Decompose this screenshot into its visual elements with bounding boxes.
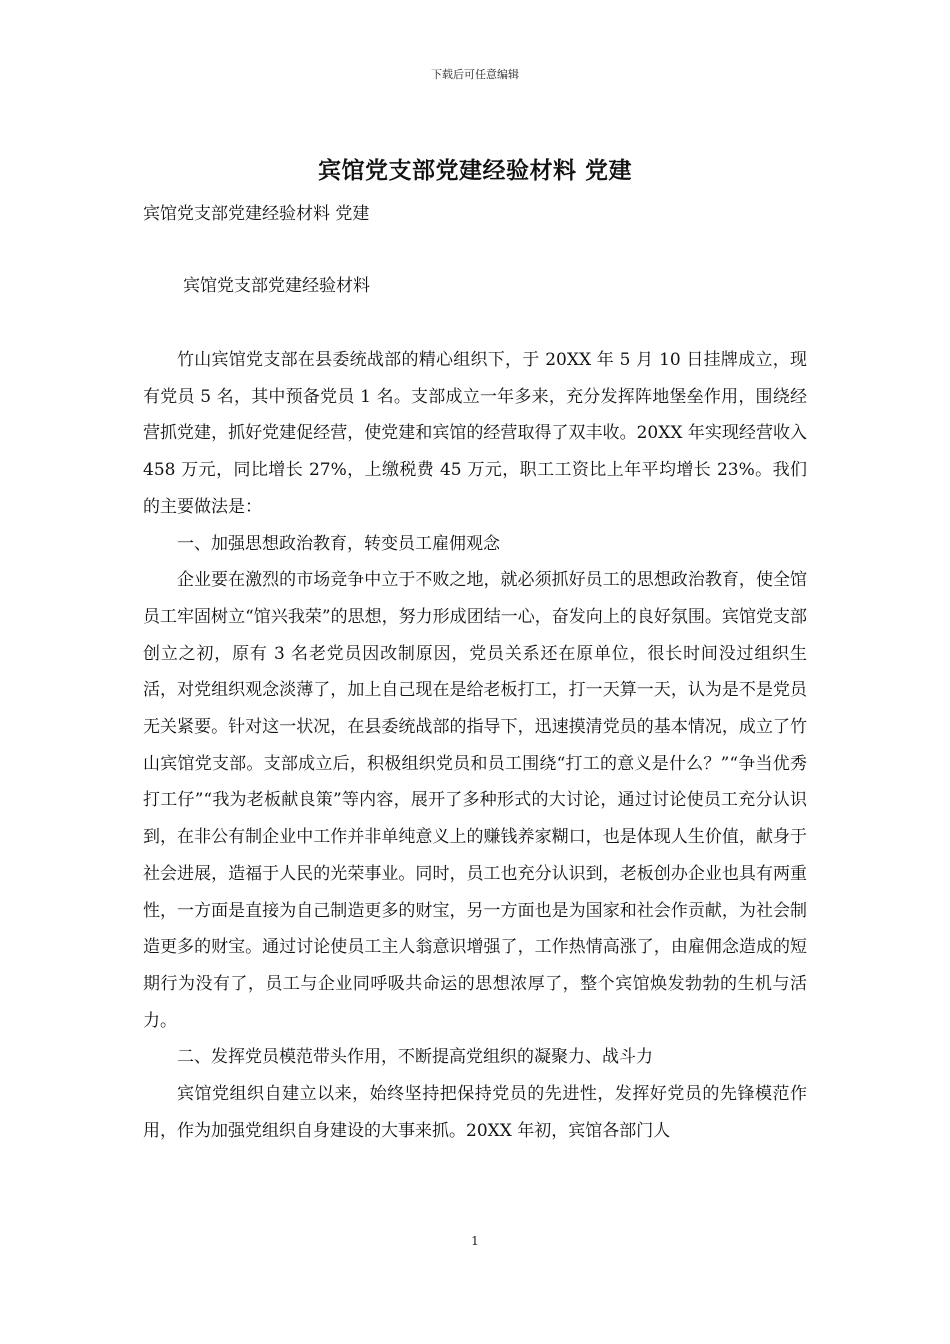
paragraph-section-1: 企业要在激烈的市场竞争中立于不败之地，就必须抓好员工的思想政治教育，使全馆员工牢固树立“馆兴我荣”的思想，努力形成团结一心，奋发向上的良好氛围。宾馆党支部创立之初，原有 3 名老党员因改制原因，党员关系还在原单位，很长时间没过组织生活，对党组织观念淡薄了，加上自己现在是给老板打工，打一天算一天，认为是不是党员无关紧要。针对这一状况，在县委统战部的指导下，迅速摸清党员的基本情况，成立了竹山宾馆党支部。支部成立后，积极组织党员和员工围绕“打工的意义是什么？”“争当优秀打工仔”“我为老板献良策”等内容，展开了多种形式的大讨论，通过讨论使员工充分认识到，在非公有制企业中工作并非单纯意义上的赚钱养家糊口，也是体现人生价值，献身于社会进展，造福于人民的光荣事业。同时，员工也充分认识到，老板创办企业也具有两重性，一方面是直接为自己制造更多的财宝，另一方面也是为国家和社会作贡献，为社会制造更多的财宝。通过讨论使员工主人翁意识增强了，工作热情高涨了，由雇佣念造成的短期行为没有了，员工与企业同呼吸共命运的思想浓厚了，整个宾馆焕发勃勃的生机与活力。 — [143, 570, 807, 1031]
body-text — [143, 342, 807, 1149]
page-number: 1 — [471, 1234, 479, 1248]
document-heading: 宾馆党支部党建经验材料 — [183, 276, 370, 296]
section-heading-1: 一、加强思想政治教育，转变员工雇佣观念 — [177, 533, 500, 554]
paragraph-intro: 竹山宾馆党支部在县委统战部的精心组织下，于 20XX 年 5 月 10 日挂牌成立，现有党员 5 名，其中预备党员 1 名。支部成立一年多来，充分发挥阵地堡垒作用，围绕经营抓党建，抓好党建促经营，使党建和宾馆的经营取得了双丰收。20XX 年实现经营收入 458 万元，同比增长 27%，上缴税费 45 万元，职工工资比上年平均增长 23%。我们的主要做法是： — [143, 350, 807, 517]
document-title: 宾馆党支部党建经验材料 党建 — [317, 157, 632, 184]
document-subtitle: 宾馆党支部党建经验材料 党建 — [143, 204, 370, 224]
section-heading-2: 二、发挥党员模范带头作用，不断提高党组织的凝聚力、战斗力 — [177, 1047, 653, 1068]
paragraph-section-2: 宾馆党组织自建立以来，始终坚持把保持党员的先进性，发挥好党员的先锋模范作用，作为加强党组织自身建设的大事来抓。20XX 年初，宾馆各部门人 — [143, 1084, 807, 1141]
header-note: 下载后可任意编辑 — [431, 68, 519, 81]
